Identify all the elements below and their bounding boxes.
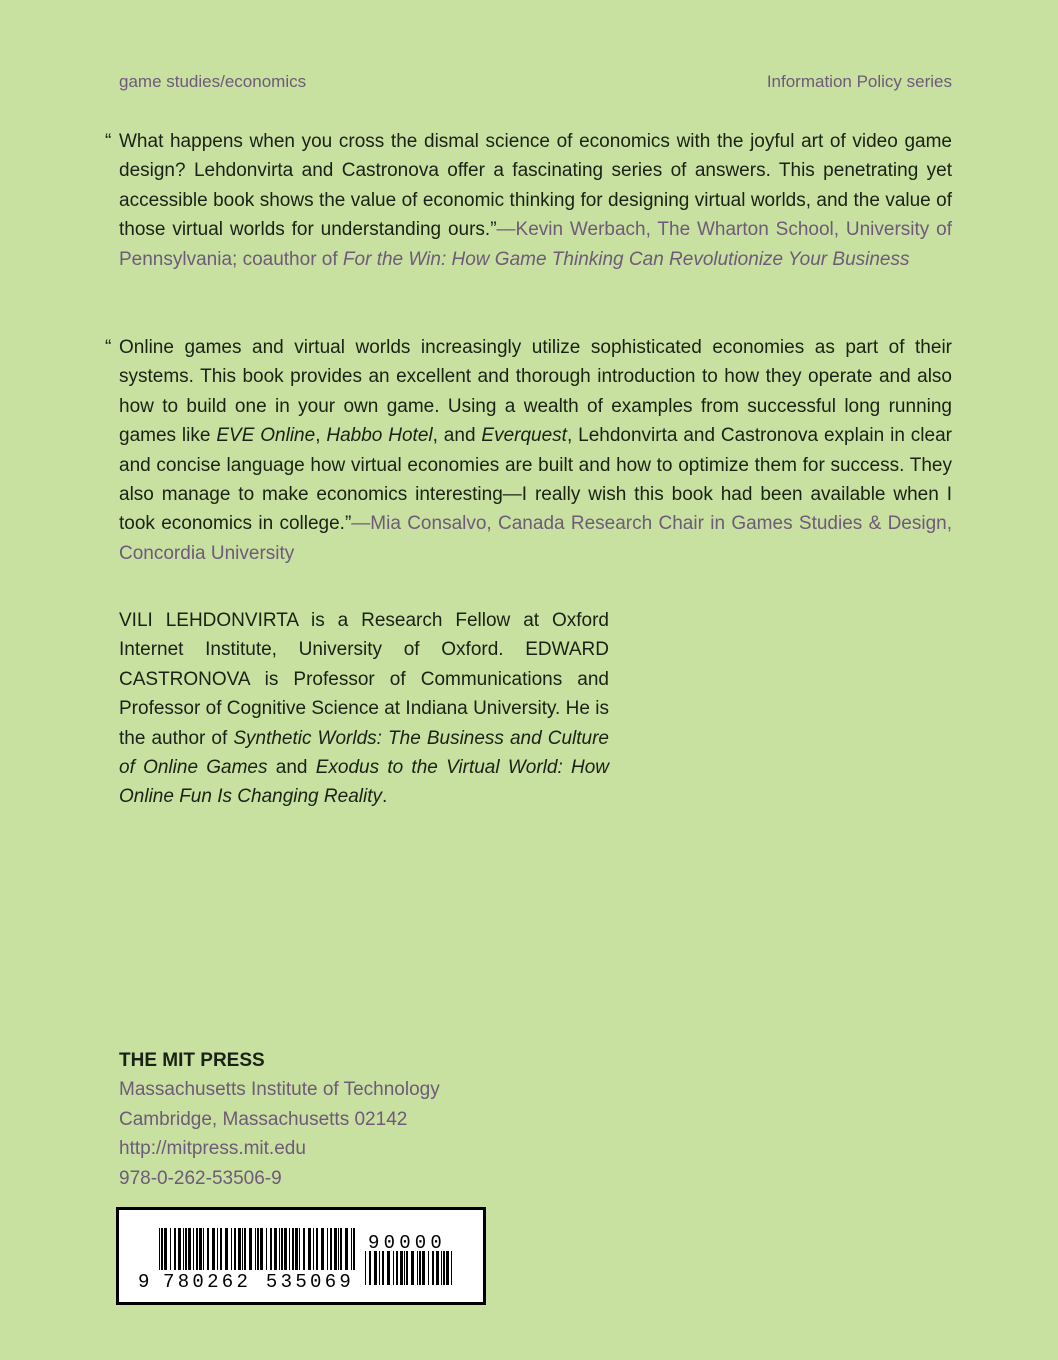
barcode — [116, 1207, 486, 1305]
barcode-bar — [330, 1228, 332, 1270]
barcode-bar — [404, 1251, 405, 1285]
barcode-bar — [260, 1228, 263, 1270]
publisher-name: THE MIT PRESS — [119, 1050, 265, 1071]
barcode-bar — [393, 1251, 394, 1285]
barcode-bar — [225, 1228, 228, 1270]
blurb-quote-consalvo — [105, 333, 952, 568]
barcode-bar — [387, 1251, 390, 1285]
quote-attribution: —Mia Consalvo, Canada Research Chair in Games Studies & Design, Concordia University — [119, 513, 952, 564]
barcode-bar — [164, 1228, 167, 1270]
barcode-first-digit: 9 — [138, 1271, 150, 1293]
barcode-bar — [417, 1251, 418, 1285]
barcode-bar — [345, 1228, 348, 1270]
blurb-quote-werbach — [105, 127, 952, 274]
publisher-institute: Massachusetts Institute of Technology — [119, 1079, 440, 1101]
barcode-bar — [406, 1251, 408, 1285]
barcode-bar — [432, 1251, 434, 1285]
barcode-bar — [369, 1251, 371, 1285]
barcode-bar — [207, 1228, 209, 1270]
publisher-address: Cambridge, Massachusetts 02142 — [119, 1108, 408, 1130]
separator: , — [315, 425, 327, 447]
barcode-bar — [299, 1228, 300, 1270]
barcode-bar — [231, 1228, 232, 1270]
barcode-bar — [170, 1228, 171, 1270]
barcode-bar — [353, 1228, 355, 1270]
barcode-bar — [284, 1228, 287, 1270]
game-title: EVE Online — [216, 425, 316, 447]
quote-text: What happens when you cross the dismal science of economics with the joyful art of video game design? Lehdonvirta and Castronova offer a fascinating series of answers. This penetrating yet accessible book shows the value of economic thinking for designing virtual worlds, and the value of those virtual worlds for understanding ours.” — [119, 131, 952, 241]
barcode-bar — [255, 1228, 256, 1270]
author-bio — [119, 606, 609, 812]
header — [119, 72, 952, 92]
barcode-bar — [334, 1228, 337, 1270]
barcode-bar — [279, 1228, 280, 1270]
category-label: game studies/economics — [119, 72, 307, 91]
barcode-bar — [379, 1251, 380, 1285]
separator: , and — [432, 425, 482, 447]
barcode-bar — [327, 1228, 328, 1270]
barcode-bar — [295, 1228, 298, 1270]
barcode-bar — [199, 1228, 202, 1270]
barcode-bar — [316, 1228, 318, 1270]
barcode-bar — [446, 1251, 449, 1285]
barcode-bar — [292, 1228, 294, 1270]
barcode-bar — [281, 1228, 283, 1270]
barcode-bar — [220, 1228, 222, 1270]
barcode-bar — [185, 1228, 187, 1270]
barcode-bar — [161, 1228, 163, 1270]
barcode-bar — [274, 1228, 277, 1270]
publisher-block — [119, 1046, 440, 1193]
barcode-bar — [451, 1251, 452, 1285]
barcode-bar — [411, 1251, 414, 1285]
barcode-bar — [340, 1228, 342, 1270]
book-title: Exodus to the Virtual World: How Online Fun Is Changing Reality — [119, 757, 609, 808]
game-title: Everquest — [481, 425, 567, 447]
quote-text: Online games and virtual worlds increasingly utilize sophisticated economies as part of their systems. This book provides an excellent and thorough introduction to how they operate and also how to build one in your own game. Using a wealth of examples from successful long running games like — [119, 337, 952, 447]
barcode-bar — [382, 1251, 384, 1285]
barcode-bar — [313, 1228, 314, 1270]
barcode-bar — [270, 1228, 272, 1270]
barcode-bar — [183, 1228, 184, 1270]
bio-text: VILI LEHDONVIRTA is a Research Fellow at Oxford Internet Institute, University of Oxford. EDWARD CASTRONOVA is Professor of Communications and Professor of Cognitive Science at Indiana University. He is the author of — [119, 610, 609, 749]
isbn: 978-0-262-53506-9 — [119, 1167, 282, 1189]
barcode-bar — [159, 1228, 160, 1270]
barcode-addon-digits: 90000 — [368, 1232, 447, 1254]
barcode-bar — [249, 1228, 252, 1270]
barcode-bar — [443, 1251, 445, 1285]
barcode-bar — [441, 1251, 442, 1285]
barcode-bar — [338, 1228, 339, 1270]
barcode-bar — [419, 1251, 421, 1285]
barcode-bar — [244, 1228, 246, 1270]
quote-text: , Lehdonvirta and Castronova explain in clear and concise language how virtual economies are built and how to optimize them for success. They also manage to make economics interesting—I really wish this book had been available when I took economics in college.” — [119, 425, 952, 535]
barcode-bar — [351, 1228, 352, 1270]
barcode-bar — [217, 1228, 218, 1270]
barcode-bar — [436, 1251, 439, 1285]
barcode-bar — [374, 1251, 377, 1285]
barcode-bar — [203, 1228, 204, 1270]
barcode-bar — [365, 1251, 366, 1285]
barcode-bar — [308, 1228, 311, 1270]
open-quote-mark: “ — [105, 337, 112, 358]
open-quote-mark: “ — [105, 131, 112, 152]
quote-attribution: —Kevin Werbach, The Wharton School, University of Pennsylvania; coauthor of — [119, 219, 952, 270]
barcode-bar — [234, 1228, 236, 1270]
barcode-bar — [428, 1251, 429, 1285]
barcode-bar — [303, 1228, 305, 1270]
game-title: Habbo Hotel — [326, 425, 433, 447]
barcode-bar — [238, 1228, 241, 1270]
barcode-bar — [321, 1228, 324, 1270]
barcode-bar — [396, 1251, 398, 1285]
bio-end: . — [381, 786, 388, 808]
barcode-bar — [422, 1251, 425, 1285]
barcode-bar — [266, 1228, 267, 1270]
barcode-bar — [196, 1228, 198, 1270]
book-title: Synthetic Worlds: The Business and Culture of Online Games — [119, 727, 610, 779]
barcode-bar — [188, 1228, 191, 1270]
barcode-main-digits: 780262 535069 — [163, 1271, 355, 1293]
barcode-bar — [212, 1228, 215, 1270]
barcode-bar — [178, 1228, 181, 1270]
barcode-bar — [400, 1251, 403, 1285]
barcode-bar — [193, 1228, 194, 1270]
publisher-url: http://mitpress.mit.edu — [119, 1138, 306, 1160]
series-label: Information Policy series — [766, 72, 952, 91]
bio-joiner: and — [267, 757, 316, 779]
attribution-book-title: For the Win: How Game Thinking Can Revolutionize Your Business — [342, 248, 910, 270]
barcode-bar — [257, 1228, 259, 1270]
barcode-bar — [289, 1228, 290, 1270]
barcode-bar — [174, 1228, 176, 1270]
barcode-bar — [242, 1228, 243, 1270]
